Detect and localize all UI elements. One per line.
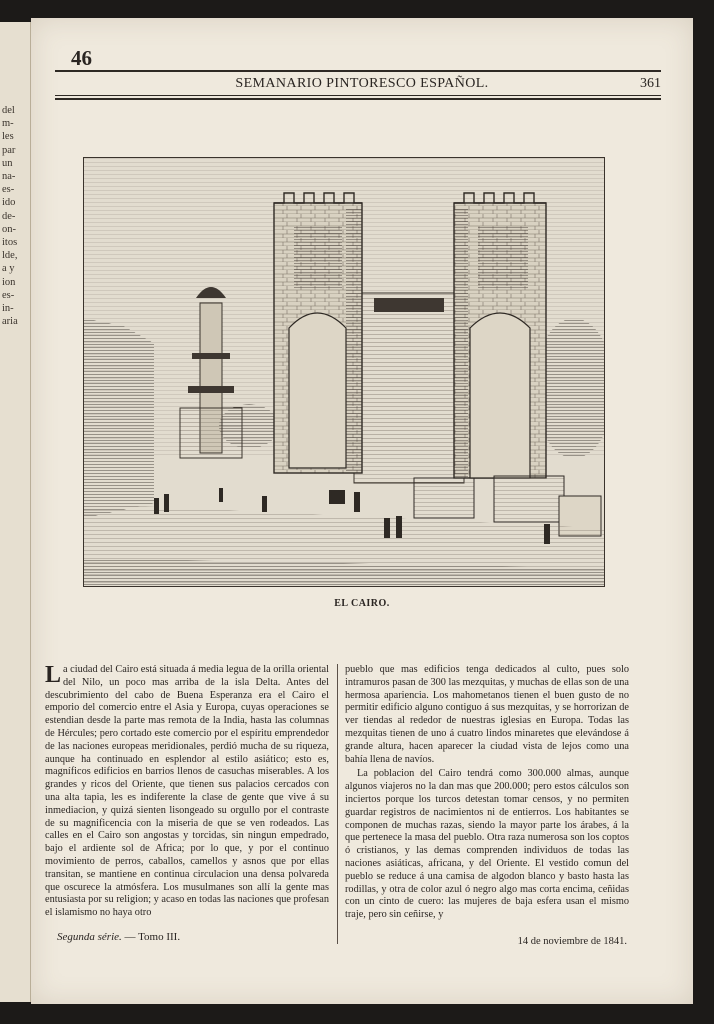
facing-page-fragment: aria <box>2 316 18 328</box>
issue-number: 46 <box>71 46 92 70</box>
drop-cap: L <box>45 662 62 688</box>
article-paragraph: La poblacion del Cairo tendrá como 300.000 almas, aunque algunos viajeros no la dan mas que 200.000; pero estos cálculos son inciertos porque los turcos detestan tomar censos, y no permiten guardar registros de nacimientos ni de entierros. Los habitantes se componen de muchas razas, siendo la mayor parte los árabes, á la que pertenece la masa del pueblo. Otra raza numerosa son los coptos ó cristianos, y las demas comprenden individuos de todas las naciones asiáticas, africana, y del Oriente. El vestido comun del pueblo se reduce á una camisa de algodon blanco y basto hasta las rodillas, y otra de color azul ó negro algo mas corta encima, ceñidas con un cinto de cuero: las mujeres de baja esfera usan el mismo traje, pero sin ceñirse, y <box>345 768 629 921</box>
gate-wall <box>354 293 464 483</box>
header-rule-bottom <box>55 95 661 96</box>
article-paragraph: pueblo que mas edificios tenga dedicados al culto, pues solo intramuros pasan de 300 las mezquitas, y muchas de ellas son de una hermosa apariencia. Los mahometanos tienen el buen gusto de no permitir edificio alguno contiguo á sus mezquitas, y se horrorizan de ver tiendas al rededor de nuestras iglesias en Europa. Todas las mezquitas tienen de uno á cuatro lindos minaretes que elevándose á grande altura, hacen aparecer la ciudad vista de lejos como una bahía llena de navíos. <box>345 664 629 765</box>
facing-page-fragment: na- <box>2 171 16 182</box>
page-number: 361 <box>640 76 661 91</box>
facing-page-fragment: ion <box>2 276 16 288</box>
facing-page-fragment: es- <box>2 184 15 196</box>
header-rule-bottom-thick <box>55 98 661 100</box>
facing-page-fragment: m- <box>2 118 14 130</box>
header-rule-top <box>55 70 661 72</box>
facing-page-fragment: del <box>2 105 15 116</box>
facing-page-fragment: les <box>2 131 14 143</box>
journal-title: SEMANARIO PINTORESCO ESPAÑOL. <box>235 76 489 91</box>
article-column-right <box>345 664 629 924</box>
newspaper-page <box>31 18 693 1004</box>
footer-date: 14 de noviembre de 1841. <box>517 936 627 947</box>
trees-left <box>219 404 279 448</box>
facing-page-edge <box>0 22 31 1002</box>
footer-series: Segunda série. — Tomo III. <box>57 931 181 943</box>
facing-page-fragment: on- <box>2 223 16 235</box>
facing-page-fragment: par <box>2 144 16 156</box>
facing-page-fragment: in- <box>2 303 14 314</box>
article-paragraph: La ciudad del Cairo está situada á media legua de la orilla oriental del Nilo, un poco mas arriba de la isla Delta. Antes del descubrimiento del cabo de Buena Esperanza era el Cairo el emporio del comercio entre el Asia y Europa, cuyas operaciones se estendian desde la parte mas remota de la India, hasta las columnas de Hércules; pero cortado este comercio por el espíritu emprendedor de las naciones europeas meridionales, perdió mucha de su riqueza, aunque ha continuado en esplendor al estilo asiático; esto es, magníficos edificios en barrios llenos de casuchas miserables. A los grandes y ricos del Oriente, que tienen sus palacios cercados con una alta tapia, les es indiferente la clase de gente que vive á su inmediacion, y quizá sienten lisongeado su orgullo por el contraste de su magnificencia con la miseria de que se ven rodeados. Las calles en el Cairo son angostas y torcidas, sin ningun empedrado, bajo el ardiente sol de Africa; por lo que, y por el continuo movimiento de perros, caballos, camellos y asnos que por ellas transitan, se mantiene en continua circulacion una densa polvareda que oscurece la atmósfera. Los musulmanes son allí la gente mas entusiasta por su religion; y acaso en todas las naciones que profesan el islamismo no haya otro <box>45 662 329 919</box>
facing-page-fragment: itos <box>2 237 18 248</box>
facing-page-fragment: lde, <box>2 250 18 262</box>
left-tower <box>274 193 362 473</box>
right-tower <box>454 193 546 478</box>
facing-page-fragment: ido <box>2 197 16 209</box>
facing-page-fragment: es- <box>2 289 15 301</box>
kiosk-left <box>414 478 474 518</box>
facing-page-fragment: un <box>2 157 13 169</box>
article-column-left <box>45 664 329 922</box>
facing-page-fragment: a y <box>2 263 15 275</box>
facing-page-fragment: de- <box>2 210 16 222</box>
left-houses <box>84 318 154 518</box>
column-divider <box>337 664 338 944</box>
cairo-gate-engraving <box>83 157 605 587</box>
illustration-caption: EL CAIRO. <box>334 598 390 609</box>
kiosk-right <box>494 476 564 522</box>
